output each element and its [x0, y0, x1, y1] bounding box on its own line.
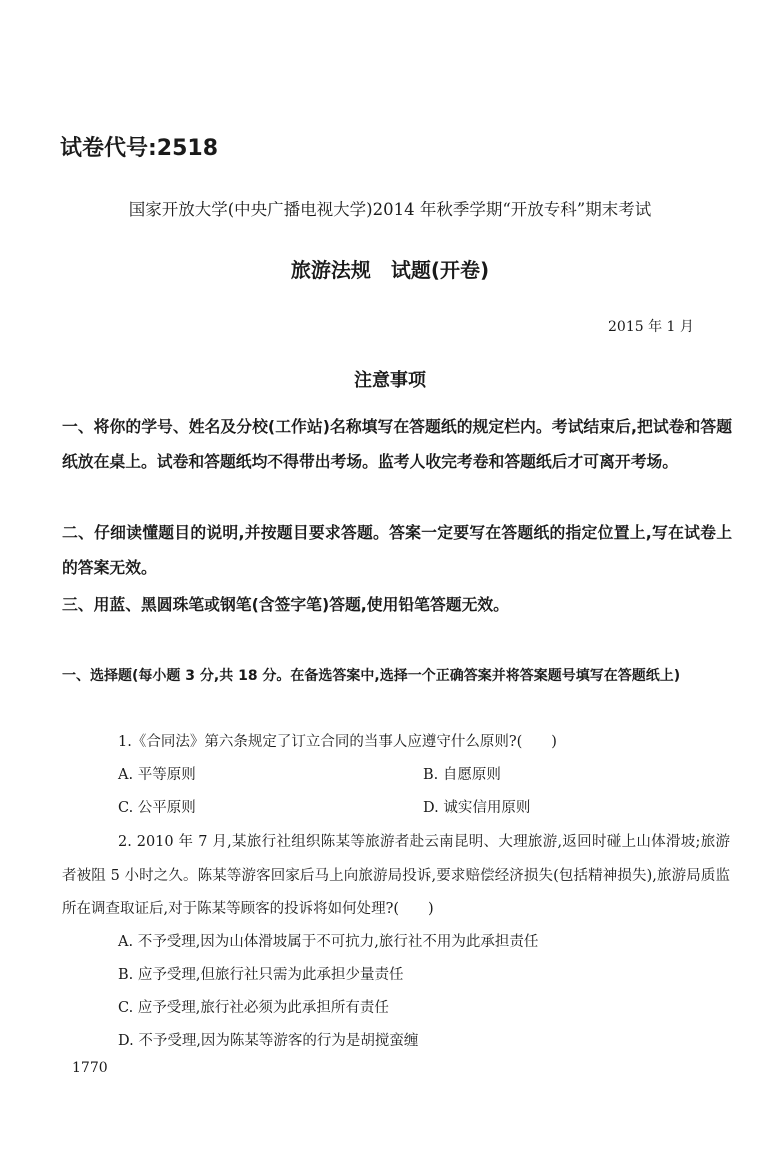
answer-option: C. 公平原则: [118, 800, 196, 816]
page-number: 1770: [72, 1060, 108, 1076]
answer-option: D. 诚实信用原则: [423, 800, 531, 816]
answer-option: B. 应予受理,但旅行社只需为此承担少量责任: [118, 967, 404, 983]
notice-heading: 注意事项: [354, 370, 426, 391]
notice-item: 一、将你的学号、姓名及分校(工作站)名称填写在答题纸的规定栏内。考试结束后,把试卷和答题纸放在桌上。试卷和答题纸均不得带出考场。监考人收完考卷和答题纸后才可离开考场。: [62, 417, 732, 471]
question-stem: 2. 2010 年 7 月,某旅行社组织陈某等旅游者赴云南昆明、大理旅游,返回时碰上山体滑坡;旅游者被阻 5 小时之久。陈某等游客回家后马上向旅游局投诉,要求赔偿经济损失(包括精神损失),旅游局质监所在调查取证后,对于陈某等顾客的投诉将如何处理?( ): [62, 834, 730, 917]
notice-item: 二、仔细读懂题目的说明,并按题目要求答题。答案一定要写在答题纸的指定位置上,写在试卷上的答案无效。: [62, 523, 732, 577]
exam-date: 2015 年 1 月: [608, 319, 694, 335]
paper-code: 试卷代号:2518: [60, 136, 219, 161]
answer-option: A. 平等原则: [118, 767, 196, 783]
answer-option: D. 不予受理,因为陈某等游客的行为是胡搅蛮缠: [118, 1033, 419, 1049]
answer-option: C. 应予受理,旅行社必须为此承担所有责任: [118, 1000, 389, 1016]
notice-item: 三、用蓝、黑圆珠笔或钢笔(含签字笔)答题,使用铅笔答题无效。: [62, 595, 509, 614]
exam-header: 国家开放大学(中央广播电视大学)2014 年秋季学期“开放专科”期末考试: [128, 200, 652, 219]
question-stem: 1.《合同法》第六条规定了订立合同的当事人应遵守什么原则?( ): [118, 734, 557, 750]
answer-option: A. 不予受理,因为山体滑坡属于不可抗力,旅行社不用为此承担责任: [118, 934, 539, 950]
section-heading: 一、选择题(每小题 3 分,共 18 分。在备选答案中,选择一个正确答案并将答案题号填写在答题纸上): [62, 668, 681, 684]
exam-title: 旅游法规 试题(开卷): [290, 258, 490, 282]
answer-option: B. 自愿原则: [423, 767, 501, 783]
